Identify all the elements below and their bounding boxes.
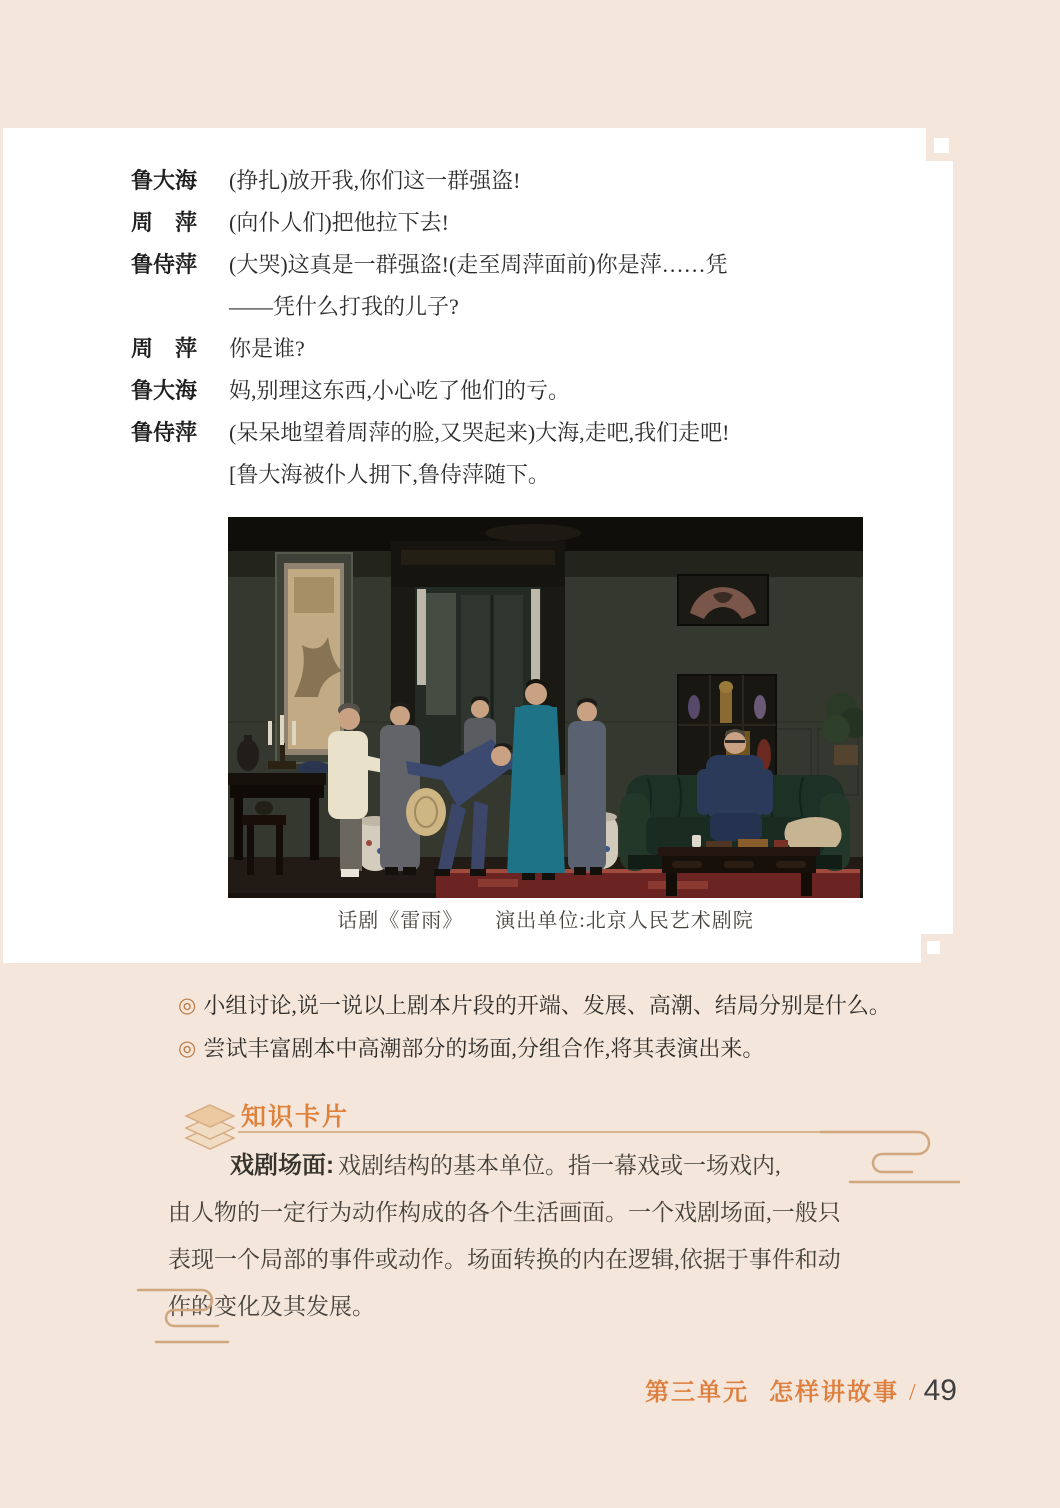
page-footer — [645, 1372, 957, 1408]
cloud-ornament-left — [126, 1282, 234, 1357]
dialogue-text: 你是谁? — [229, 336, 305, 361]
activity-text: 尝试丰富剧本中高潮部分的场面,分组合作,将其表演出来。 — [203, 1036, 765, 1061]
activity-item — [178, 1027, 978, 1070]
dialogue-text: (呆呆地望着周萍的脸,又哭起来)大海,走吧,我们走吧! — [229, 420, 730, 445]
knowledge-card-text: 戏剧结构的基本单位。指一幕戏或一场戏内, — [338, 1153, 781, 1178]
knowledge-card-body — [168, 1142, 948, 1330]
circle-bullet-icon: ◎ — [178, 1036, 197, 1060]
dialogue-row-continuation — [131, 286, 941, 328]
knowledge-card-title: 知识卡片 — [241, 1103, 350, 1131]
dialogue-text: ——凭什么打我的儿子? — [229, 294, 459, 319]
activity-text: 小组讨论,说一说以上剧本片段的开端、发展、高潮、结局分别是什么。 — [203, 993, 891, 1018]
dialogue-text: 妈,别理这东西,小心吃了他们的亏。 — [229, 378, 571, 403]
stage-direction-row — [131, 454, 941, 496]
speaker-name — [131, 454, 201, 496]
speaker-name: 鲁侍萍 — [131, 252, 198, 277]
knowledge-card-line: 由人物的一定行为动作构成的各个生活画面。一个戏剧场面,一般只 — [168, 1200, 841, 1225]
activity-item — [178, 984, 978, 1027]
beige-coat — [784, 817, 841, 847]
knowledge-card-rule — [238, 1131, 824, 1133]
dialogue-row — [131, 370, 941, 412]
card-corner-step-bottom-right — [927, 941, 940, 954]
knowledge-card-line — [168, 1142, 948, 1189]
knowledge-card-line: 作的变化及其发展。 — [168, 1294, 375, 1319]
speaker-name — [131, 286, 201, 328]
activity-list — [178, 984, 978, 1070]
circle-bullet-icon: ◎ — [178, 993, 197, 1017]
speaker-name: 鲁大海 — [131, 378, 198, 403]
dialogue-row — [131, 202, 941, 244]
page-number: 49 — [923, 1374, 957, 1407]
actor-servant-gray-1 — [380, 702, 420, 875]
speaker-name: 鲁大海 — [131, 168, 198, 193]
knowledge-card-term: 戏剧场面: — [230, 1152, 334, 1179]
speaker-name: 周 萍 — [131, 210, 198, 235]
speaker-name: 鲁侍萍 — [131, 420, 198, 445]
photo-caption: 话剧《雷雨》 演出单位:北京人民艺术剧院 — [337, 910, 754, 932]
dialogue-text: (挣扎)放开我,你们这一群强盗! — [229, 168, 521, 193]
footer-separator: / — [908, 1380, 916, 1406]
dialogue-row — [131, 412, 941, 454]
dialogue-text: (大哭)这真是一群强盗!(走至周萍面前)你是萍……凭 — [229, 252, 728, 277]
speaker-name: 周 萍 — [131, 336, 198, 361]
card-corner-step-top-right — [934, 138, 949, 153]
dialogue-row — [131, 160, 941, 202]
stage-photo-illustration — [228, 517, 863, 898]
dialogue-row — [131, 328, 941, 370]
red-carpet — [436, 869, 860, 898]
dialogue-row — [131, 244, 941, 286]
script-dialogue — [131, 160, 941, 496]
knowledge-card-line: 表现一个局部的事件或动作。场面转换的内在逻辑,依据于事件和动 — [168, 1247, 841, 1272]
actor-zhouping-teal — [507, 679, 565, 880]
dialogue-text: (向仆人们)把他拉下去! — [229, 210, 449, 235]
unit-title: 怎样讲故事 — [768, 1380, 899, 1406]
fan-artwork — [678, 575, 768, 625]
stage-direction-text: [鲁大海被仆人拥下,鲁侍萍随下。 — [229, 462, 550, 487]
stage-photo — [228, 517, 863, 898]
unit-label: 第三单元 — [644, 1380, 749, 1406]
actor-servant-gray-3 — [568, 698, 606, 875]
